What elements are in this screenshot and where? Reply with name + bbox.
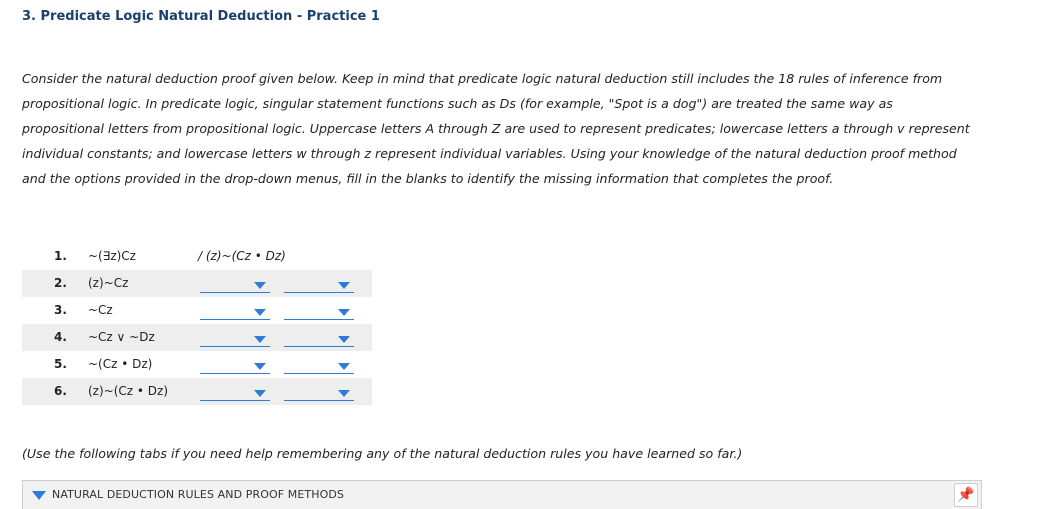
instructions-line: individual constants; and lowercase letters w through z represent individual variables. Using your knowledge of the natural deduction proof method [22, 146, 957, 161]
proof-conclusion: / (z)~(Cz • Dz) [198, 249, 286, 263]
line-number: 3. [54, 303, 67, 317]
justification-rule-dropdown[interactable] [284, 385, 354, 401]
caret-down-icon [254, 282, 266, 289]
pin-button[interactable] [954, 483, 978, 507]
proof-line-6 [22, 378, 372, 405]
justification-rule-dropdown[interactable] [284, 331, 354, 347]
caret-down-icon [338, 336, 350, 343]
justification-line-dropdown[interactable] [200, 304, 270, 320]
line-statement: (z)~Cz [88, 276, 129, 290]
line-statement: ~(∃z)Cz [88, 249, 136, 263]
instructions-line: Consider the natural deduction proof given below. Keep in mind that predicate logic natural deduction still includes the 18 rules of inference from [22, 71, 943, 86]
rules-panel-label: NATURAL DEDUCTION RULES AND PROOF METHODS [52, 488, 345, 501]
justification-line-dropdown[interactable] [200, 358, 270, 374]
line-number: 6. [54, 384, 67, 398]
justification-rule-dropdown[interactable] [284, 277, 354, 293]
line-statement: ~Cz [88, 303, 113, 317]
caret-down-icon [338, 282, 350, 289]
caret-down-icon [338, 390, 350, 397]
proof-line-5 [22, 351, 372, 378]
rules-panel-toggle[interactable] [22, 480, 982, 509]
caret-down-icon [338, 309, 350, 316]
proof-table [22, 243, 372, 405]
line-statement: ~(Cz • Dz) [88, 357, 153, 371]
line-statement: ~Cz ∨ ~Dz [88, 330, 155, 344]
justification-line-dropdown[interactable] [200, 277, 270, 293]
caret-down-icon [254, 336, 266, 343]
line-number: 2. [54, 276, 67, 290]
line-number: 4. [54, 330, 67, 344]
justification-rule-dropdown[interactable] [284, 358, 354, 374]
help-text: (Use the following tabs if you need help remembering any of the natural deduction rules you have learned so far.) [22, 446, 743, 461]
proof-line-4 [22, 324, 372, 351]
proof-line-2 [22, 270, 372, 297]
caret-down-icon [338, 363, 350, 370]
caret-down-icon [254, 363, 266, 370]
proof-line-3 [22, 297, 372, 324]
justification-rule-dropdown[interactable] [284, 304, 354, 320]
justification-line-dropdown[interactable] [200, 385, 270, 401]
line-number: 5. [54, 357, 67, 371]
justification-line-dropdown[interactable] [200, 331, 270, 347]
instructions-line: propositional logic. In predicate logic, singular statement functions such as Ds (for example, "Spot is a dog") are treated the same way as [22, 96, 893, 111]
instructions-line: and the options provided in the drop-down menus, fill in the blanks to identify the missing information that completes the proof. [22, 171, 834, 186]
page-title: 3. Predicate Logic Natural Deduction - Practice 1 [22, 9, 380, 24]
proof-line-1 [22, 243, 372, 270]
instructions [22, 66, 1012, 191]
line-number: 1. [54, 249, 67, 263]
caret-down-icon [254, 390, 266, 397]
line-statement: (z)~(Cz • Dz) [88, 384, 169, 398]
triangle-down-icon [32, 491, 46, 500]
pin-icon: 📌 [957, 487, 975, 503]
instructions-line: propositional letters from propositional logic. Uppercase letters A through Z are used to represent predicates; lowercase letters a through v represent [22, 121, 970, 136]
caret-down-icon [254, 309, 266, 316]
